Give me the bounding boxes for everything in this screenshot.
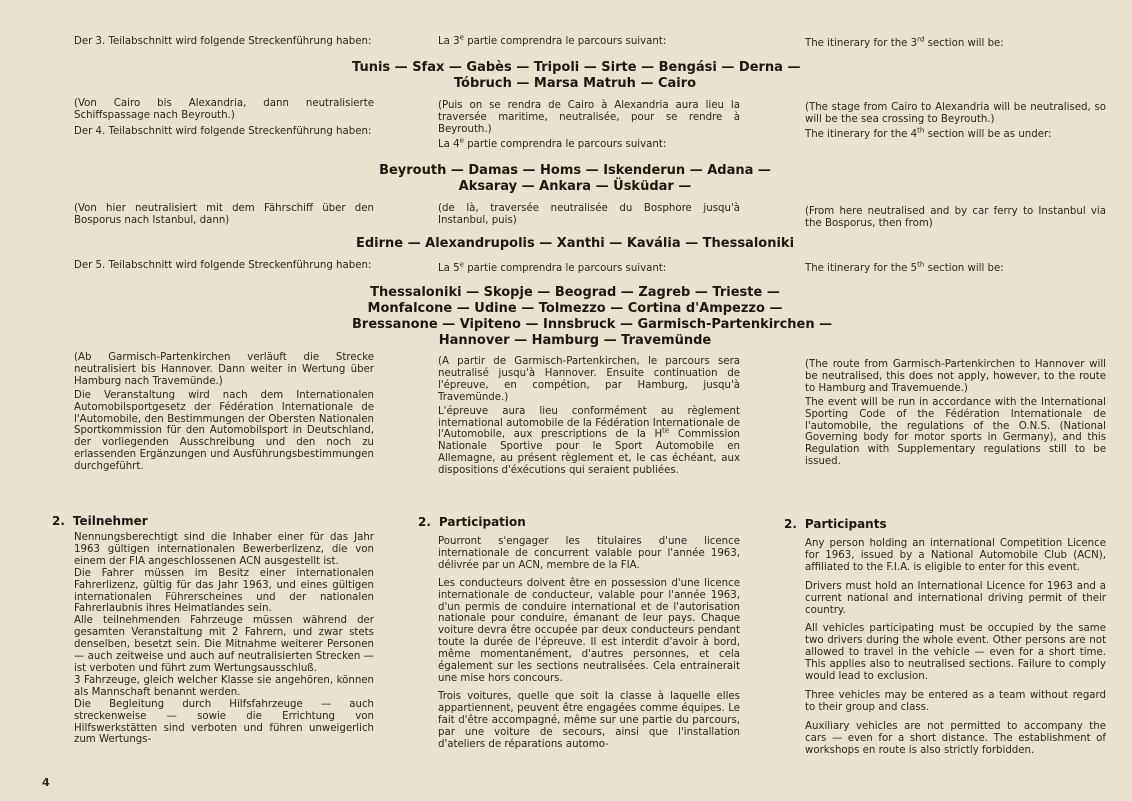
page-number: 4 xyxy=(42,776,50,789)
paragraph: Drivers must hold an International Licence for 1963 and a current national and international driving permit of their country. xyxy=(805,580,1106,616)
route-line: Beyrouth — Damas — Homs — Iskenderun — Adana — xyxy=(379,163,771,178)
heading-number: 2. xyxy=(418,515,431,529)
heading-number: 2. xyxy=(784,517,797,531)
heading-number: 2. xyxy=(52,514,65,528)
note-garmisch-fr: (A partir de Garmisch-Partenkirchen, le parcours sera neutralisé jusqu'à Hannover. Ensuite continuation de l'épreuve, en compétion, par Hamburg, jusqu'à Travemünde.) xyxy=(438,356,740,403)
heading-title: Participants xyxy=(804,517,887,531)
paragraph: 3 Fahrzeuge, gleich welcher Klasse sie angehören, können als Mannschaft benannt werden. xyxy=(74,674,374,698)
route-line: Monfalcone — Udine — Tolmezzo — Cortina d'Ampezzo — xyxy=(367,301,783,316)
note-garmisch-de: (Ab Garmisch-Partenkirchen verläuft die Strecke neutralisiert bis Hannover. Dann weiter in Wertung über Hamburg nach Travemünde.) xyxy=(74,352,374,387)
paragraph: Pourront s'engager les titulaires d'une licence internationale de concurrent valable pour l'année 1963, délivrée par un ACN, membre de la FIA. xyxy=(438,536,740,571)
route-edirne xyxy=(352,236,798,252)
note-bosporus-fr: (de là, traversée neutralisée du Bosphore jusqu'à Instanbul, puis) xyxy=(438,203,740,226)
sec3-intro-de: Der 3. Teilabschnitt wird folgende Streckenführung haben: xyxy=(74,36,372,47)
route-section-3 xyxy=(352,60,801,92)
note-cairo-fr: (Puis on se rendra de Cairo à Alexandria aura lieu la traversée maritime, neutralisée, pour se rendre à Beyrouth.) xyxy=(438,100,740,135)
sec5-intro-de: Der 5. Teilabschnitt wird folgende Streckenführung haben: xyxy=(74,260,372,271)
sec5-intro-fr: La 5e partie comprendra le parcours suivant: xyxy=(438,260,667,274)
heading-title: Teilnehmer xyxy=(72,514,148,528)
heading-participation xyxy=(418,515,526,529)
route-line: Tóbruch — Marsa Matruh — Cairo xyxy=(453,76,697,91)
col-fr-bottom-notes xyxy=(438,356,740,477)
col-de-bottom-notes xyxy=(74,352,374,473)
paragraph: Alle teilnehmenden Fahrzeuge müssen während der gesamten Veranstaltung mit 2 Fahrern, und zwar stets denselben, besetzt sein. Die Mitnahme weiterer Personen — auch zeitweise und auch auf neutralisierten Strecken — ist verboten und führt zum Wertungsausschluß. xyxy=(74,615,374,674)
participants-body-en xyxy=(805,538,1106,757)
participants-body-fr xyxy=(438,536,740,750)
sec4-intro-de: Der 4. Teilabschnitt wird folgende Streckenführung haben: xyxy=(74,126,372,137)
route-line: Edirne — Alexandrupolis — Xanthi — Kavália — Thessaloniki xyxy=(355,236,795,251)
paragraph: Die Fahrer müssen im Besitz einer internationalen Fahrerlizenz, gültig für das Jahr 1963, und eines gültigen internationalen Führerscheines und der nationalen Fahrerlaubnis ihres Heimatlandes sein. xyxy=(74,567,374,615)
route-line: Tunis — Sfax — Gabès — Tripoli — Sirte — Bengási — Derna — xyxy=(352,60,801,75)
paragraph: Trois voitures, quelle que soit la classe à laquelle elles appartiennent, peuvent être engagées comme équipes. Le fait d'être accompagné, même sur une partie du parcours, par une voiture de secours, ainsi que l'installation d'ateliers de réparations automo- xyxy=(438,690,740,750)
route-line: Thessaloniki — Skopje — Beograd — Zagreb — Trieste — xyxy=(370,285,780,300)
paragraph: Les conducteurs doivent être en possession d'une licence internationale de conducteur, valable pour l'année 1963, d'un permis de conduire international et de l'autorisation nationale pour conduire, émanant de leur pays. Chaque voiture devra être occupée par deux conducteurs pendant toute la durée de l'épreuve. Il est interdit d'avoir à bord, même momentanément, d'autres personnes, et cela également sur les sections neutralisées. Cela entrainerait une mise hors concours. xyxy=(438,577,740,684)
paragraph: Nennungsberechtigt sind die Inhaber einer für das Jahr 1963 gültigen internationalen Bewerberlizenz, die von einem der FIA angeschlossenen ACN ausgestellt ist. xyxy=(74,532,374,567)
route-line: Aksaray — Ankara — Üsküdar — xyxy=(458,179,692,194)
route-line: Hannover — Hamburg — Travemünde xyxy=(438,333,712,348)
heading-participants xyxy=(784,517,887,531)
paragraph: Any person holding an international Competition Licence for 1963, issued by a National Automobile Club (ACN), affiliated to the F.I.A. is eligible to enter for this event. xyxy=(805,538,1106,573)
paragraph: Three vehicles may be entered as a team without regard to their group and class. xyxy=(805,689,1106,713)
note-cairo-en: (The stage from Cairo to Alexandria will be neutralised, so will be the sea crossing to Beyrouth.) xyxy=(805,102,1106,125)
route-line: Bressanone — Vipiteno — Innsbruck — Garmisch-Partenkirchen — xyxy=(352,317,833,332)
note-garmisch-en: (The route from Garmisch-Partenkirchen to Hannover will be neutralised, this does not apply, however, to the route to Hamburg and Travemuende.) xyxy=(805,359,1106,394)
paragraph: Die Begleitung durch Hilfsfahrzeuge — auch streckenweise — sowie die Errichtung von Hilfswerkstätten sind verboten und führen unweigerlich zum Wertungs- xyxy=(74,698,374,746)
paragraph: All vehicles participating must be occupied by the same two drivers during the whole event. Other persons are not allowed to travel in the vehicle — even for a short time. This applies also to neutralised sections. Failure to comply would lead to exclusion. xyxy=(805,623,1106,683)
route-section-5 xyxy=(352,285,833,349)
col-en-bottom-notes xyxy=(805,359,1106,468)
rules-en: The event will be run in accordance with the International Sporting Code of the Fédération Internationale de l'automobile, the regulations of the O.N.S. (National Governing body for motor sports in Germany), and this Regulation with Supplementary regulations still to be issued. xyxy=(805,396,1106,468)
sec3-intro-fr: La 3e partie comprendra le parcours suivant: xyxy=(438,33,667,47)
paragraph: Auxiliary vehicles are not permitted to accompany the cars — even for a short distance. The establishment of workshops en route is also strictly forbidden. xyxy=(805,720,1106,756)
rules-fr: L'épreuve aura lieu conformément au règlement international automobile de la Fédération Internationale de l'Automobile, aux prescriptions de la $H^{te}$ Commission Nationale Sportive pour le Sport Automobile en Allemagne, au présent règlement et, le cas échéant, aux dispositions d'éxécutions qui seraient publiées. xyxy=(438,405,740,477)
sec5-intro-en: The itinerary for the 5th section will be: xyxy=(805,260,1004,274)
note-bosporus-en: (From here neutralised and by car ferry to Instanbul via the Bosporus, then from) xyxy=(805,206,1106,229)
rules-de: Die Veranstaltung wird nach dem Internationalen Automobilsportgesetz der Fédération Internationale de l'Automobile, den Bestimmungen der Obersten Nationalen Sportkommission für den Automobilsport in Deutschland, der vorliegenden Ausschreibung und den noch zu erlassenden Ergänzungen und Ausführungsbestimmungen durchgeführt. xyxy=(74,389,374,473)
sec4-intro-fr: La 4e partie comprendra le parcours suivant: xyxy=(438,136,667,150)
sec4-intro-en: The itinerary for the 4th section will be as under: xyxy=(805,126,1052,140)
route-section-4 xyxy=(352,163,798,195)
participants-body-de xyxy=(74,532,374,746)
note-bosporus-de: (Von hier neutralisiert mit dem Fährschiff über den Bosporus nach Istanbul, dann) xyxy=(74,203,374,226)
sec3-intro-en: The itinerary for the 3rd section will be: xyxy=(805,35,1004,49)
heading-teilnehmer xyxy=(52,514,148,528)
heading-title: Participation xyxy=(438,515,526,529)
note-cairo-de: (Von Cairo bis Alexandria, dann neutralisierte Schiffspassage nach Beyrouth.) xyxy=(74,98,374,121)
